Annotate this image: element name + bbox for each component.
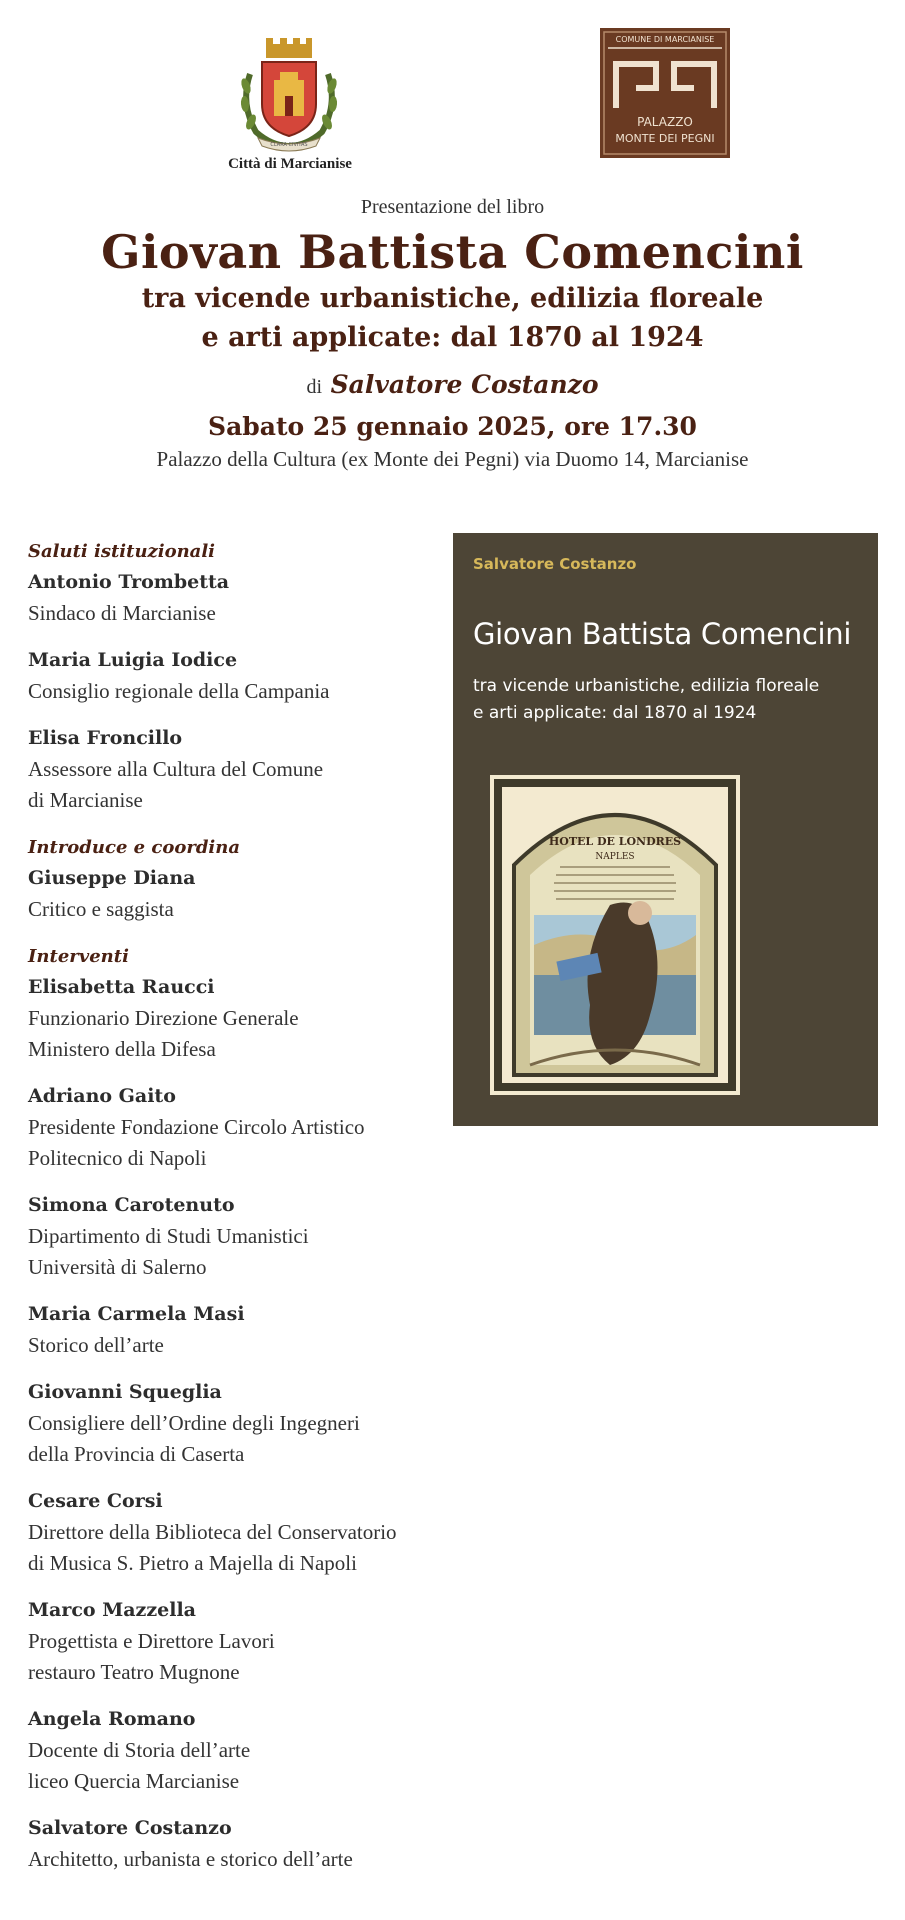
- cover-subtitle: tra vicende urbanistiche, edilizia floreale e arti applicate: dal 1870 al 1924: [473, 676, 820, 723]
- speaker-name: Elisabetta Raucci: [28, 976, 215, 998]
- monte-top-text: COMUNE DI MARCIANISE: [615, 35, 715, 44]
- section-heading: Interventi: [28, 946, 129, 967]
- cover-poster-image: [490, 775, 740, 1095]
- event-venue: Palazzo della Cultura (ex Monte dei Pegni) via Duomo 14, Marcianise: [156, 447, 749, 471]
- speaker-entry: [28, 941, 468, 1065]
- author-by: di: [306, 376, 323, 398]
- monte-line2: MONTE DEI PEGNI: [615, 132, 715, 145]
- speaker-role: Funzionario Direzione Generale Ministero della Difesa: [28, 1006, 299, 1061]
- speaker-role: Assessore alla Cultura del Comune di Marcianise: [28, 757, 324, 812]
- speaker-role: Architetto, urbanista e storico dell’arte: [28, 1847, 353, 1871]
- speaker-entry: [28, 645, 468, 707]
- speaker-name: Antonio Trombetta: [28, 571, 230, 593]
- speaker-name: Marco Mazzella: [28, 1599, 196, 1621]
- speaker-list: [28, 536, 468, 1891]
- poster-city: NAPLES: [595, 852, 635, 862]
- speaker-entry: [28, 536, 468, 629]
- speaker-entry: [28, 1595, 468, 1688]
- event-header: [0, 196, 905, 472]
- speaker-name: Maria Carmela Masi: [28, 1303, 245, 1325]
- speaker-role: Sindaco di Marcianise: [28, 601, 216, 625]
- speaker-entry: [28, 1190, 468, 1283]
- speaker-entry: [28, 1081, 468, 1174]
- city-caption: Città di Marcianise: [228, 156, 352, 172]
- palazzo-monte-logo-icon: [600, 28, 730, 158]
- speaker-name: Angela Romano: [28, 1708, 196, 1730]
- author-name: Salvatore Costanzo: [330, 370, 599, 399]
- speaker-role: Dipartimento di Studi Umanistici Università di Salerno: [28, 1224, 309, 1279]
- cover-title: Giovan Battista Comencini: [473, 617, 852, 651]
- monte-line1: PALAZZO: [637, 115, 693, 129]
- speaker-role: Progettista e Direttore Lavori restauro Teatro Mugnone: [28, 1629, 275, 1684]
- speaker-entry: [28, 1299, 468, 1361]
- speaker-entry: [28, 1486, 468, 1579]
- speaker-name: Maria Luigia Iodice: [28, 649, 238, 671]
- speaker-name: Giuseppe Diana: [28, 867, 196, 889]
- speaker-role: Critico e saggista: [28, 897, 174, 921]
- speaker-role: Consigliere dell’Ordine degli Ingegneri della Provincia di Caserta: [28, 1411, 360, 1466]
- speaker-name: Salvatore Costanzo: [28, 1817, 232, 1839]
- poster-heading: HOTEL DE LONDRES: [548, 835, 682, 848]
- section-heading: Introduce e coordina: [28, 837, 241, 858]
- speaker-role: Presidente Fondazione Circolo Artistico Politecnico di Napoli: [28, 1115, 365, 1170]
- speaker-entry: [28, 832, 468, 925]
- speaker-entry: [28, 1704, 468, 1797]
- speaker-name: Giovanni Squeglia: [28, 1381, 222, 1403]
- cover-author: Salvatore Costanzo: [473, 555, 637, 573]
- speaker-entry: [28, 723, 468, 816]
- speaker-name: Simona Carotenuto: [28, 1194, 235, 1216]
- city-crest-icon: [236, 34, 342, 154]
- speaker-role: Storico dell’arte: [28, 1333, 164, 1357]
- speaker-entry: [28, 1813, 468, 1875]
- speaker-name: Adriano Gaito: [28, 1085, 176, 1107]
- speaker-entry: [28, 1377, 468, 1470]
- speaker-role: Docente di Storia dell’arte liceo Quercia Marcianise: [28, 1738, 251, 1793]
- pre-title: Presentazione del libro: [360, 196, 545, 218]
- event-date: Sabato 25 gennaio 2025, ore 17.30: [208, 412, 697, 441]
- section-heading: Saluti istituzionali: [28, 541, 216, 562]
- logo-bar: [0, 26, 905, 176]
- crest-ribbon-text: CLARA CIVITAS: [270, 142, 308, 148]
- speaker-role: Direttore della Biblioteca del Conservatorio di Musica S. Pietro a Majella di Napoli: [28, 1520, 397, 1575]
- book-cover: [453, 533, 878, 1126]
- speaker-name: Elisa Froncillo: [28, 727, 183, 749]
- book-subtitle-2: e arti applicate: dal 1870 al 1924: [201, 322, 704, 353]
- author-line: [0, 369, 905, 400]
- speaker-role: Consiglio regionale della Campania: [28, 679, 330, 703]
- book-title: Giovan Battista Comencini: [101, 225, 804, 279]
- speaker-name: Cesare Corsi: [28, 1490, 163, 1512]
- book-subtitle-1: tra vicende urbanistiche, edilizia floreale: [141, 283, 764, 314]
